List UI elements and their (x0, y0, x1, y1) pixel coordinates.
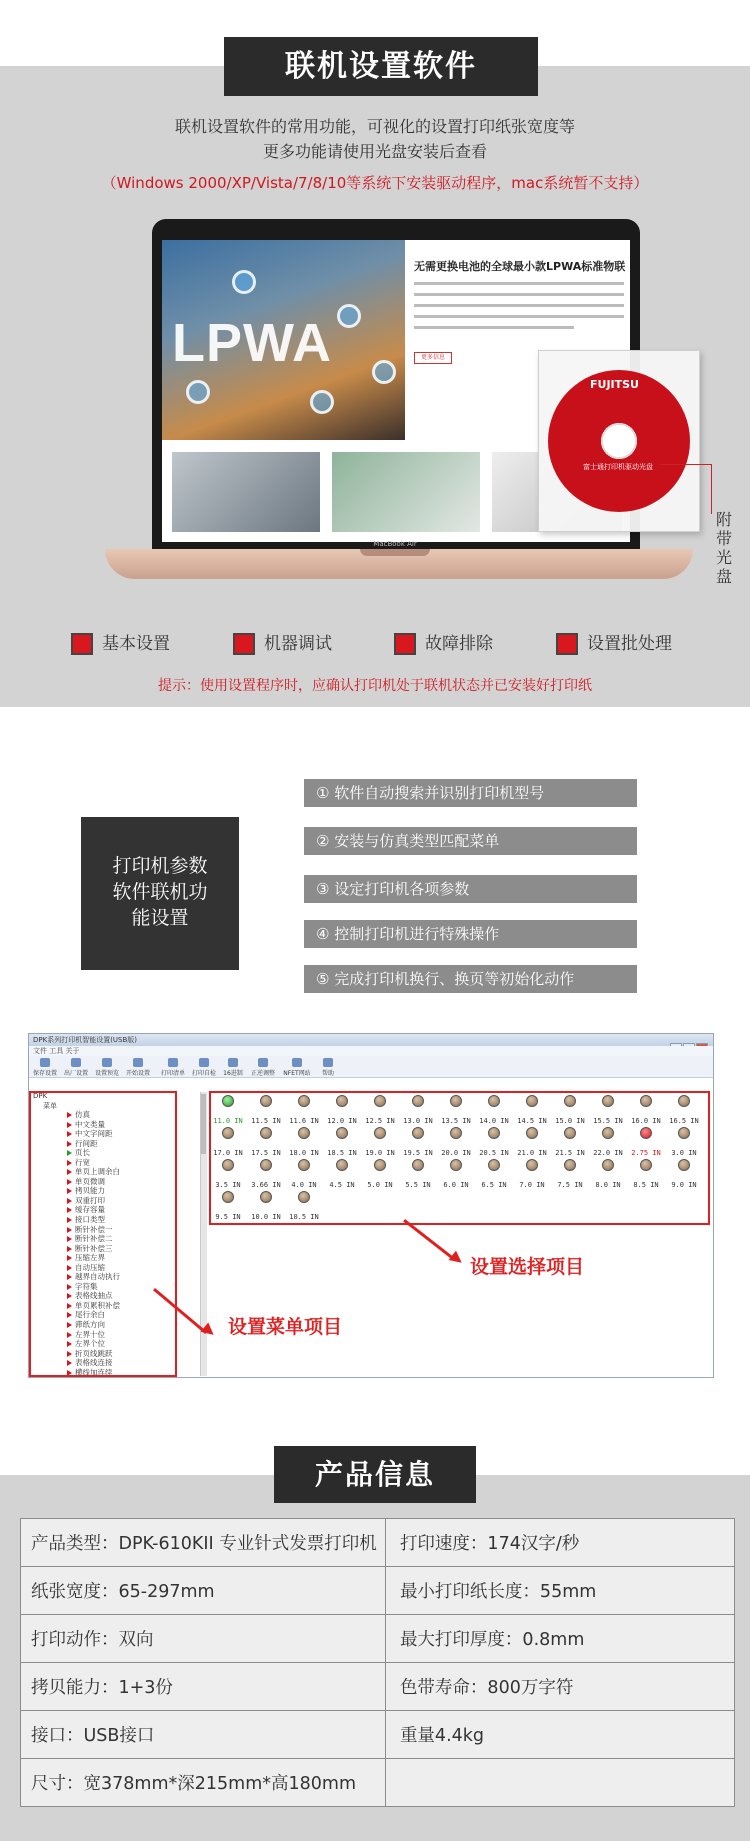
section-title-product-info: 产品信息 (274, 1446, 476, 1503)
tree-item[interactable]: 字符集 (67, 1282, 175, 1292)
tree-item[interactable]: 断针补偿一 (67, 1225, 175, 1235)
option-radio[interactable] (441, 1094, 471, 1124)
tree-item[interactable]: 自动压缩 (67, 1263, 175, 1273)
tree-item[interactable]: 中文类量 (67, 1120, 175, 1130)
print-list-icon (168, 1058, 178, 1067)
option-radio[interactable] (365, 1158, 395, 1188)
tree-item[interactable]: 左界个位 (67, 1339, 175, 1349)
option-label: 4.0 IN (291, 1181, 317, 1189)
option-label: 9.0 IN (671, 1181, 697, 1189)
feature-basic-settings: 基本设置 (71, 631, 170, 657)
radio-dot-icon (678, 1127, 690, 1139)
toolbar-hex-button[interactable]: 16进制 (221, 1056, 245, 1078)
option-radio[interactable] (593, 1094, 623, 1124)
section-title-software: 联机设置软件 (224, 37, 538, 96)
option-label: 12.0 IN (327, 1117, 357, 1125)
radio-dot-icon (526, 1095, 538, 1107)
option-radio[interactable] (289, 1094, 319, 1124)
tree-item[interactable]: 断针补偿三 (67, 1244, 175, 1254)
feature-bar: ② 安装与仿真类型匹配菜单 (304, 827, 637, 855)
window-controls (669, 1036, 711, 1045)
hex-icon (228, 1058, 238, 1067)
option-label: 22.0 IN (593, 1149, 623, 1157)
tree-item[interactable]: 断针补偿二 (67, 1234, 175, 1244)
radio-dot-icon (222, 1191, 234, 1203)
window-toolbar (29, 1056, 713, 1078)
radio-dot-icon (222, 1159, 234, 1171)
option-radio[interactable] (289, 1190, 319, 1220)
parameter-setting-box (81, 817, 239, 970)
option-label: 15.5 IN (593, 1117, 623, 1125)
article-text-line (414, 315, 624, 318)
spec-cell: 最大打印厚度：0.8mm (385, 1615, 734, 1663)
spec-table (20, 1518, 735, 1807)
radio-dot-icon (222, 1095, 234, 1107)
tree-item[interactable]: 拷贝能力 (67, 1186, 175, 1196)
radio-dot-icon (298, 1191, 310, 1203)
tree-item[interactable]: 中文字间距 (67, 1129, 175, 1139)
tree-item[interactable]: 仿真 (67, 1110, 175, 1120)
cd-brand: FUJITSU (590, 378, 639, 391)
tree-item[interactable]: 滞纸方向 (67, 1320, 175, 1330)
preview-icon (102, 1058, 112, 1067)
laptop-model-label: MacBook Air (373, 540, 417, 548)
option-radio[interactable] (365, 1094, 395, 1124)
spec-cell: 接口：USB接口 (21, 1711, 386, 1759)
toolbar-save-button[interactable]: 保存设置 (31, 1056, 59, 1078)
option-radio[interactable] (251, 1158, 281, 1188)
spec-row (21, 1759, 735, 1807)
feature-machine-debug: 机器调试 (233, 631, 332, 657)
option-radio[interactable] (631, 1126, 661, 1156)
option-label: 10.5 IN (289, 1213, 319, 1221)
option-label: 3.66 IN (251, 1181, 281, 1189)
option-label: 20.0 IN (441, 1149, 471, 1157)
option-label: 17.0 IN (213, 1149, 243, 1157)
feature-bar: ① 软件自动搜索并识别打印机型号 (304, 779, 637, 807)
radio-dot-icon (336, 1095, 348, 1107)
radio-dot-icon (298, 1095, 310, 1107)
help-icon (323, 1058, 333, 1067)
option-radio[interactable] (213, 1158, 243, 1188)
tree-menu-node[interactable]: 菜单 (43, 1102, 57, 1110)
option-radio[interactable] (479, 1126, 509, 1156)
option-label: 12.5 IN (365, 1117, 395, 1125)
radio-dot-icon (450, 1095, 462, 1107)
red-square-icon (556, 633, 578, 655)
spec-row (21, 1663, 735, 1711)
tree-item[interactable]: 双重打印 (67, 1196, 175, 1206)
radio-dot-icon (526, 1159, 538, 1171)
wifi-icon (232, 270, 256, 294)
spec-cell: 纸张宽度：65-297mm (21, 1567, 386, 1615)
option-label: 21.0 IN (517, 1149, 547, 1157)
radio-dot-icon (678, 1159, 690, 1171)
callout-options: 设置选择项目 (470, 1256, 585, 1278)
cd-pointer-line (711, 464, 712, 514)
box-line: 打印机参数 (112, 855, 208, 877)
settings-software-window (28, 1033, 714, 1378)
feature-batch-settings: 设置批处理 (556, 631, 672, 657)
option-radio[interactable] (251, 1190, 281, 1220)
thumbnail-image (332, 452, 480, 532)
option-radio[interactable] (517, 1094, 547, 1124)
option-radio[interactable] (403, 1158, 433, 1188)
toolbar-adjust-button[interactable]: 正逆调整 (249, 1056, 277, 1078)
radio-dot-icon (260, 1159, 272, 1171)
option-radio[interactable] (327, 1158, 357, 1188)
laptop-notch (360, 549, 430, 556)
option-label: 11.6 IN (289, 1117, 319, 1125)
radio-dot-icon (412, 1095, 424, 1107)
option-radio[interactable] (289, 1126, 319, 1156)
radio-dot-icon (412, 1127, 424, 1139)
option-label: 18.0 IN (289, 1149, 319, 1157)
tree-item[interactable]: 接口类型 (67, 1215, 175, 1225)
option-label: 19.5 IN (403, 1149, 433, 1157)
radio-dot-icon (602, 1095, 614, 1107)
description-line-1: 联机设置软件的常用功能，可视化的设置打印纸张宽度等 (174, 117, 575, 136)
radio-dot-icon (526, 1127, 538, 1139)
radio-dot-icon (336, 1159, 348, 1171)
option-label: 8.0 IN (595, 1181, 621, 1189)
article-text-line (414, 304, 624, 307)
globe-icon (292, 1058, 302, 1067)
description-line-2: 更多功能请使用光盘安装后查看 (262, 142, 487, 161)
tree-item[interactable]: 行宽 (67, 1158, 175, 1168)
tree-scrollbar-thumb[interactable] (201, 1094, 206, 1154)
option-label: 20.5 IN (479, 1149, 509, 1157)
option-label: 11.5 IN (251, 1117, 281, 1125)
tree-item[interactable]: 尾行余白 (67, 1310, 175, 1320)
tree-item[interactable]: 行间距 (67, 1139, 175, 1149)
toolbar-print-list-button[interactable]: 打印清单 (159, 1056, 187, 1078)
option-label: 13.5 IN (441, 1117, 471, 1125)
option-radio[interactable] (213, 1094, 243, 1124)
option-radio[interactable] (213, 1126, 243, 1156)
printer-icon (199, 1058, 209, 1067)
radio-dot-icon (564, 1095, 576, 1107)
spec-cell: 重量4.4kg (385, 1711, 734, 1759)
option-label: 3.0 IN (671, 1149, 697, 1157)
article-text-line (414, 293, 624, 296)
thumbnail-image (172, 452, 320, 532)
window-title: DPK系列打印机智能设置(USB版) (29, 1034, 713, 1046)
spec-cell: 产品类型：DPK-610KII 专业针式发票打印机 (21, 1519, 386, 1567)
spec-row (21, 1711, 735, 1759)
option-label: 16.0 IN (631, 1117, 661, 1125)
toolbar-start-button[interactable]: 开始设置 (124, 1056, 152, 1078)
option-radio[interactable] (403, 1094, 433, 1124)
option-radio[interactable] (593, 1126, 623, 1156)
start-icon (133, 1058, 143, 1067)
option-label: 6.0 IN (443, 1181, 469, 1189)
option-radio[interactable] (365, 1126, 395, 1156)
spec-cell: 尺寸：宽378mm*深215mm*高180mm (21, 1759, 386, 1807)
radio-dot-icon (488, 1159, 500, 1171)
tree-item[interactable]: 横线加连续 (67, 1368, 175, 1376)
tree-item[interactable]: 越界自动执行 (67, 1272, 175, 1282)
cd-disc (548, 370, 690, 512)
radio-dot-icon (450, 1127, 462, 1139)
callout-menu: 设置菜单项目 (228, 1316, 343, 1338)
wifi-icon (337, 304, 361, 328)
usage-hint: 提示：使用设置程序时，应确认打印机处于联机状态并已安装好打印纸 (158, 678, 592, 694)
option-label: 18.5 IN (327, 1149, 357, 1157)
option-radio[interactable] (669, 1126, 699, 1156)
option-radio[interactable] (517, 1126, 547, 1156)
box-line: 软件联机功 (112, 881, 208, 903)
red-square-icon (71, 633, 93, 655)
os-support-note: （Windows 2000/XP/Vista/7/8/10等系统下安装驱动程序，mac系统暂不支持） (101, 174, 649, 192)
wifi-icon (372, 360, 396, 384)
radio-dot-icon (374, 1095, 386, 1107)
radio-dot-icon (640, 1159, 652, 1171)
article-title: 无需更换电池的全球最小款LPWA标准物联 (414, 260, 626, 273)
radio-dot-icon (336, 1127, 348, 1139)
radio-dot-icon (260, 1095, 272, 1107)
tree-item[interactable]: 单页微调 (67, 1177, 175, 1187)
option-label: 14.5 IN (517, 1117, 547, 1125)
wifi-icon (186, 380, 210, 404)
feature-bar: ⑤ 完成打印机换行、换页等初始化动作 (304, 965, 637, 993)
radio-dot-icon (260, 1127, 272, 1139)
option-label: 14.0 IN (479, 1117, 509, 1125)
spec-row (21, 1615, 735, 1663)
toolbar-self-test-button[interactable]: 打印自检 (190, 1056, 218, 1078)
radio-dot-icon (374, 1159, 386, 1171)
toolbar-factory-button[interactable]: 出厂设置 (62, 1056, 90, 1078)
box-line: 能设置 (131, 907, 189, 929)
radio-dot-icon (412, 1159, 424, 1171)
option-radio[interactable] (631, 1158, 661, 1188)
radio-dot-icon (222, 1127, 234, 1139)
radio-dot-icon (298, 1127, 310, 1139)
tree-item[interactable]: 左界十位 (67, 1330, 175, 1340)
tree-item[interactable]: 单页累积补偿 (67, 1301, 175, 1311)
toolbar-help-button[interactable]: 帮助 (317, 1056, 339, 1078)
feature-bar: ④ 控制打印机进行特殊操作 (304, 920, 637, 948)
option-radio-grid (213, 1094, 707, 1222)
option-label: 8.5 IN (633, 1181, 659, 1189)
option-label: 21.5 IN (555, 1149, 585, 1157)
spec-cell (385, 1759, 734, 1807)
radio-dot-icon (488, 1095, 500, 1107)
option-radio[interactable] (669, 1094, 699, 1124)
option-label: 11.0 IN (213, 1117, 243, 1125)
option-radio[interactable] (631, 1094, 661, 1124)
option-label: 10.0 IN (251, 1213, 281, 1221)
option-radio[interactable] (555, 1094, 585, 1124)
option-radio[interactable] (555, 1158, 585, 1188)
spec-cell: 色带寿命：800万字符 (385, 1663, 734, 1711)
option-radio[interactable] (555, 1126, 585, 1156)
tree-item[interactable]: 折页线跳跃 (67, 1349, 175, 1359)
option-radio[interactable] (251, 1094, 281, 1124)
spec-cell: 最小打印纸长度：55mm (385, 1567, 734, 1615)
menu-items-highlight-box (29, 1091, 177, 1377)
cd-pointer-line (660, 464, 712, 465)
factory-icon (71, 1058, 81, 1067)
radio-dot-icon (260, 1191, 272, 1203)
window-menu-bar[interactable]: 文件 工具 关于 (29, 1046, 713, 1056)
lpwa-hero-text: LPWA (172, 313, 332, 373)
option-radio[interactable] (403, 1126, 433, 1156)
radio-dot-icon (298, 1159, 310, 1171)
option-label: 19.0 IN (365, 1149, 395, 1157)
spec-cell: 打印动作：双向 (21, 1615, 386, 1663)
tree-item[interactable]: 单页上调余白 (67, 1167, 175, 1177)
radio-dot-icon (488, 1127, 500, 1139)
option-label: 7.5 IN (557, 1181, 583, 1189)
radio-dot-icon (640, 1127, 652, 1139)
option-radio[interactable] (479, 1094, 509, 1124)
article-text-line (414, 282, 624, 285)
option-radio[interactable] (669, 1158, 699, 1188)
tree-root[interactable]: DPK (33, 1092, 48, 1100)
tree-item[interactable]: 缓存容量 (67, 1205, 175, 1215)
toolbar-preview-button[interactable]: 设置预览 (93, 1056, 121, 1078)
feature-bar: ③ 设定打印机各项参数 (304, 875, 637, 903)
option-radio[interactable] (441, 1126, 471, 1156)
red-square-icon (233, 633, 255, 655)
option-label: 9.5 IN (215, 1213, 241, 1221)
radio-dot-icon (678, 1095, 690, 1107)
option-radio[interactable] (593, 1158, 623, 1188)
spec-cell: 拷贝能力：1+3份 (21, 1663, 386, 1711)
tree-item[interactable]: 页长 (67, 1148, 175, 1158)
option-radio[interactable] (289, 1158, 319, 1188)
article-text-line (414, 326, 574, 329)
option-label: 4.5 IN (329, 1181, 355, 1189)
option-label: 7.0 IN (519, 1181, 545, 1189)
save-icon (40, 1058, 50, 1067)
wifi-icon (310, 390, 334, 414)
option-radio[interactable] (327, 1126, 357, 1156)
option-label: 17.5 IN (251, 1149, 281, 1157)
radio-dot-icon (640, 1095, 652, 1107)
spec-row (21, 1519, 735, 1567)
option-label: 13.0 IN (403, 1117, 433, 1125)
spec-row (21, 1567, 735, 1615)
toolbar-website-button[interactable]: NFET网站 (282, 1056, 312, 1078)
red-square-icon (394, 633, 416, 655)
radio-dot-icon (374, 1127, 386, 1139)
option-label: 3.5 IN (215, 1181, 241, 1189)
option-label: 16.5 IN (669, 1117, 699, 1125)
option-label: 6.5 IN (481, 1181, 507, 1189)
option-radio[interactable] (479, 1158, 509, 1188)
radio-dot-icon (602, 1159, 614, 1171)
option-label: 2.75 IN (631, 1149, 661, 1157)
option-radio[interactable] (327, 1094, 357, 1124)
option-radio[interactable] (441, 1158, 471, 1188)
option-radio[interactable] (251, 1126, 281, 1156)
option-radio[interactable] (517, 1158, 547, 1188)
option-radio[interactable] (213, 1190, 243, 1220)
radio-dot-icon (564, 1127, 576, 1139)
radio-dot-icon (564, 1159, 576, 1171)
spec-cell: 打印速度：174汉字/秒 (385, 1519, 734, 1567)
option-label: 5.5 IN (405, 1181, 431, 1189)
adjust-icon (258, 1058, 268, 1067)
option-label: 5.0 IN (367, 1181, 393, 1189)
lpwa-hero-image (162, 240, 405, 440)
article-more-button[interactable]: 更多信息 (414, 352, 452, 364)
option-label: 15.0 IN (555, 1117, 585, 1125)
cd-label: 富士通打印机驱动光盘 (583, 463, 653, 471)
tree-item[interactable]: 表格线连接 (67, 1358, 175, 1368)
tree-item[interactable]: 表格线抽点 (67, 1291, 175, 1301)
radio-dot-icon (450, 1159, 462, 1171)
tree-item[interactable]: 压缩左界 (67, 1253, 175, 1263)
cd-caption: 附带光盘 (715, 510, 732, 586)
radio-dot-icon (602, 1127, 614, 1139)
feature-troubleshoot: 故障排除 (394, 631, 493, 657)
